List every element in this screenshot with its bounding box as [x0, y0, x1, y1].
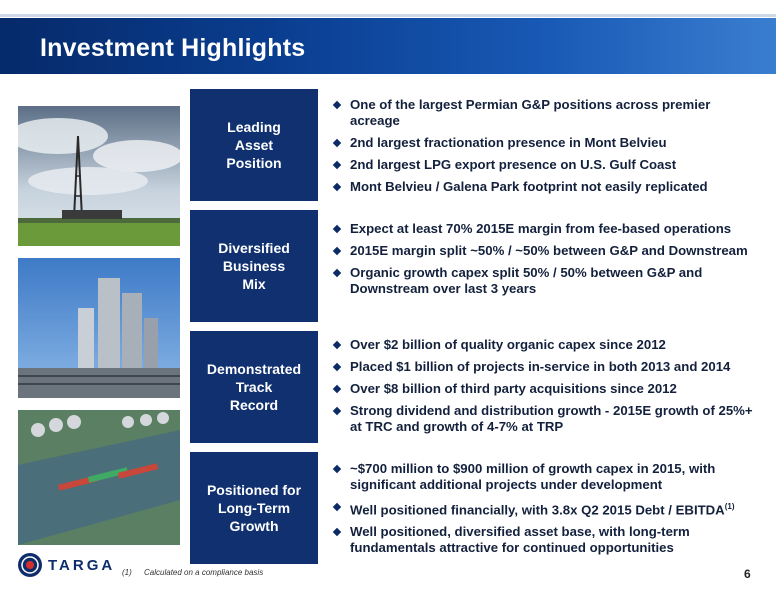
bullet-item [330, 524, 760, 556]
diamond-bullet-icon [333, 161, 341, 169]
drilling-rig-photo [18, 106, 180, 246]
bullet-item [330, 461, 760, 493]
page-title: Investment Highlights [40, 34, 306, 62]
bullet-text: Placed $1 billion of projects in-service in both 2013 and 2014 [350, 359, 731, 374]
bullet-list-diversified-business-mix [330, 221, 760, 303]
section-label-text: Diversified Business Mix [218, 240, 290, 292]
bullet-list-positioned-for-growth [330, 461, 760, 562]
bullet-item [330, 135, 760, 151]
diamond-bullet-icon [333, 101, 341, 109]
footnote-number: (1) [122, 568, 132, 577]
bullet-text: Organic growth capex split 50% / 50% between G&P and Downstream over last 3 years [350, 265, 703, 296]
diamond-bullet-icon [333, 385, 341, 393]
section-label-text: Demonstrated Track Record [206, 361, 302, 413]
bullet-text: Well positioned, diversified asset base, with long-term fundamentals attractive for continued opportunities [350, 524, 690, 556]
bullet-item [330, 243, 760, 259]
section-label-text: Leading Asset Position [226, 119, 282, 171]
bullet-text: Expect at least 70% 2015E margin from fee-based operations [350, 221, 732, 236]
bullet-text: Strong dividend and distribution growth - 2015E growth of 25%+ at TRC and growth of 4-7% at TRP [350, 403, 753, 434]
bullet-text: Mont Belvieu / Galena Park footprint not easily replicated [350, 179, 708, 194]
terminal-aerial-photo [18, 410, 180, 545]
diamond-bullet-icon [333, 269, 341, 277]
section-label-diversified-business-mix [190, 210, 318, 322]
bullet-item [330, 221, 760, 237]
bullet-list-leading-asset-position [330, 97, 760, 201]
section-label-positioned-for-growth [190, 452, 318, 564]
bullet-text: Well positioned financially, with 3.8x Q2 2015 Debt / EBITDA [350, 502, 725, 518]
targa-logo-icon [18, 553, 42, 577]
bullet-item [330, 265, 760, 297]
bullet-item [330, 337, 760, 353]
header-top-rule [0, 14, 776, 17]
bullet-item [330, 381, 760, 397]
bullet-text: 2015E margin split ~50% / ~50% between G&P and Downstream [350, 243, 748, 258]
bullet-list-demonstrated-track-record [330, 337, 760, 441]
section-label-leading-asset-position [190, 89, 318, 201]
diamond-bullet-icon [333, 183, 341, 191]
section-label-demonstrated-track-record [190, 331, 318, 443]
bullet-item [330, 157, 760, 173]
diamond-bullet-icon [333, 139, 341, 147]
footnote-text: Calculated on a compliance basis [144, 568, 264, 577]
bullet-text: 2nd largest LPG export presence on U.S. Gulf Coast [350, 157, 677, 172]
bullet-item [330, 97, 760, 129]
diamond-bullet-icon [333, 407, 341, 415]
logo-wordmark: TARGA [48, 556, 116, 574]
diamond-bullet-icon [333, 363, 341, 371]
targa-logo [18, 553, 115, 577]
diamond-bullet-icon [333, 225, 341, 233]
bullet-text: Over $8 billion of third party acquisitions since 2012 [350, 381, 677, 396]
footnote-reference: (1) [724, 502, 735, 511]
bullet-item [330, 403, 760, 435]
footnote [122, 568, 263, 577]
diamond-bullet-icon [333, 247, 341, 255]
bullet-text: ~$700 million to $900 million of growth capex in 2015, with significant additional projects under development [350, 461, 716, 492]
section-label-text: Positioned for Long-Term Growth [206, 482, 302, 534]
bullet-text: Over $2 billion of quality organic capex since 2012 [350, 337, 666, 352]
diamond-bullet-icon [333, 528, 341, 536]
bullet-item [330, 179, 760, 195]
bullet-text: One of the largest Permian G&P positions across premier acreage [350, 97, 711, 128]
diamond-bullet-icon [333, 503, 341, 511]
page-number: 6 [744, 567, 751, 581]
refinery-towers-photo [18, 258, 180, 398]
bullet-text: 2nd largest fractionation presence in Mont Belvieu [350, 135, 667, 150]
bullet-item [330, 499, 760, 518]
diamond-bullet-icon [333, 341, 341, 349]
diamond-bullet-icon [333, 465, 341, 473]
bullet-item [330, 359, 760, 375]
